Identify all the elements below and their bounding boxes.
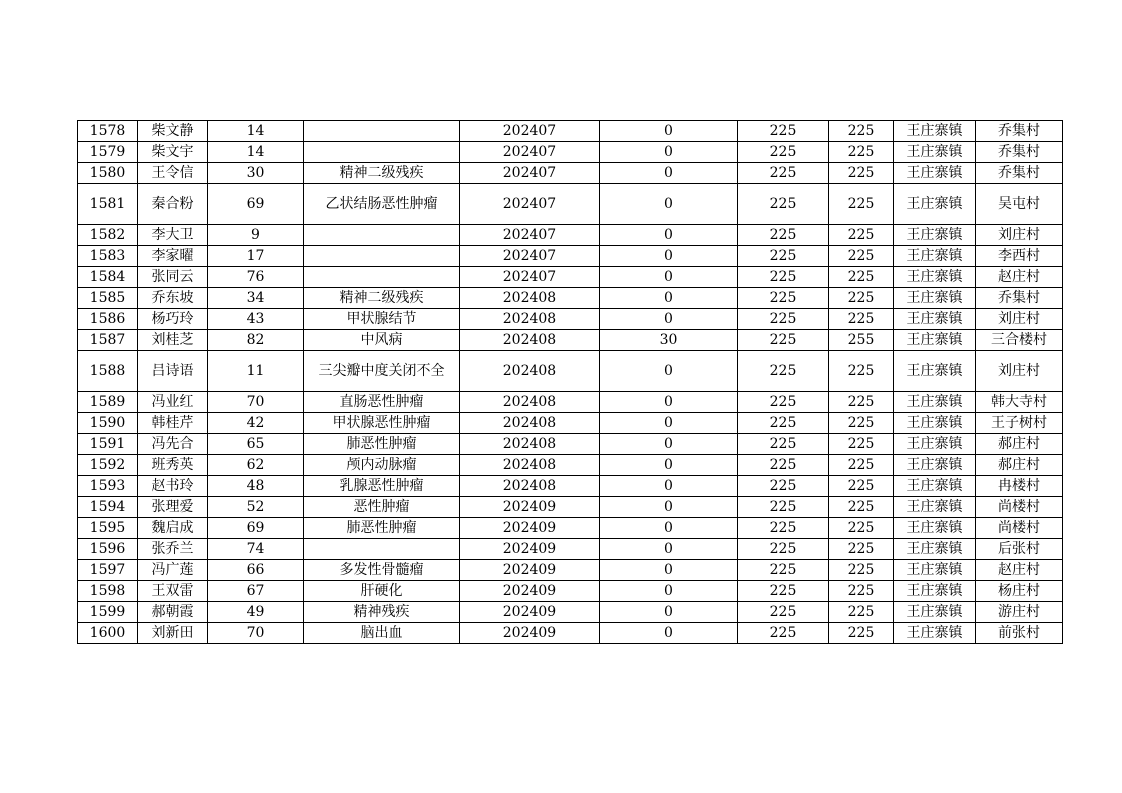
town-cell: 王庄寨镇	[894, 267, 976, 288]
table-row	[78, 163, 1063, 184]
disease-cell	[304, 121, 460, 142]
village-cell: 杨庄村	[976, 581, 1063, 602]
extra-amount-cell: 0	[600, 455, 738, 476]
base-amount-cell: 225	[738, 184, 829, 225]
record-id-cell: 1592	[78, 455, 138, 476]
disease-cell: 乳腺恶性肿瘤	[304, 476, 460, 497]
total-amount-cell: 225	[829, 142, 894, 163]
total-amount-cell: 225	[829, 184, 894, 225]
extra-amount-cell: 30	[600, 330, 738, 351]
age-cell: 52	[208, 497, 304, 518]
age-cell: 42	[208, 413, 304, 434]
total-amount-cell: 225	[829, 560, 894, 581]
table-row	[78, 560, 1063, 581]
age-cell: 48	[208, 476, 304, 497]
extra-amount-cell: 0	[600, 434, 738, 455]
record-id-cell: 1587	[78, 330, 138, 351]
month-cell: 202409	[460, 623, 600, 644]
disease-cell: 精神二级残疾	[304, 163, 460, 184]
age-cell: 43	[208, 309, 304, 330]
name-cell: 魏启成	[138, 518, 208, 539]
disease-cell: 恶性肿瘤	[304, 497, 460, 518]
base-amount-cell: 225	[738, 392, 829, 413]
table-row	[78, 539, 1063, 560]
age-cell: 67	[208, 581, 304, 602]
extra-amount-cell: 0	[600, 539, 738, 560]
base-amount-cell: 225	[738, 623, 829, 644]
total-amount-cell: 225	[829, 476, 894, 497]
name-cell: 班秀英	[138, 455, 208, 476]
base-amount-cell: 225	[738, 413, 829, 434]
village-cell: 乔集村	[976, 142, 1063, 163]
disease-cell: 肺恶性肿瘤	[304, 518, 460, 539]
record-id-cell: 1597	[78, 560, 138, 581]
extra-amount-cell: 0	[600, 497, 738, 518]
village-cell: 尚楼村	[976, 518, 1063, 539]
village-cell: 刘庄村	[976, 309, 1063, 330]
age-cell: 62	[208, 455, 304, 476]
extra-amount-cell: 0	[600, 623, 738, 644]
town-cell: 王庄寨镇	[894, 288, 976, 309]
record-id-cell: 1600	[78, 623, 138, 644]
age-cell: 69	[208, 518, 304, 539]
table-row	[78, 184, 1063, 225]
records-table	[77, 120, 1063, 644]
table-row	[78, 413, 1063, 434]
total-amount-cell: 225	[829, 581, 894, 602]
name-cell: 柴文宇	[138, 142, 208, 163]
table-row	[78, 476, 1063, 497]
village-cell: 尚楼村	[976, 497, 1063, 518]
record-id-cell: 1578	[78, 121, 138, 142]
disease-cell: 中风病	[304, 330, 460, 351]
base-amount-cell: 225	[738, 225, 829, 246]
table-row	[78, 309, 1063, 330]
record-id-cell: 1593	[78, 476, 138, 497]
record-id-cell: 1584	[78, 267, 138, 288]
extra-amount-cell: 0	[600, 163, 738, 184]
month-cell: 202408	[460, 476, 600, 497]
total-amount-cell: 225	[829, 225, 894, 246]
extra-amount-cell: 0	[600, 184, 738, 225]
age-cell: 34	[208, 288, 304, 309]
total-amount-cell: 225	[829, 121, 894, 142]
town-cell: 王庄寨镇	[894, 518, 976, 539]
age-cell: 76	[208, 267, 304, 288]
month-cell: 202409	[460, 539, 600, 560]
village-cell: 郝庄村	[976, 434, 1063, 455]
total-amount-cell: 225	[829, 413, 894, 434]
month-cell: 202408	[460, 434, 600, 455]
extra-amount-cell: 0	[600, 288, 738, 309]
town-cell: 王庄寨镇	[894, 309, 976, 330]
town-cell: 王庄寨镇	[894, 225, 976, 246]
extra-amount-cell: 0	[600, 225, 738, 246]
name-cell: 赵书玲	[138, 476, 208, 497]
total-amount-cell: 225	[829, 267, 894, 288]
month-cell: 202407	[460, 121, 600, 142]
table-row	[78, 392, 1063, 413]
total-amount-cell: 225	[829, 455, 894, 476]
name-cell: 李大卫	[138, 225, 208, 246]
name-cell: 韩桂芹	[138, 413, 208, 434]
age-cell: 49	[208, 602, 304, 623]
village-cell: 冉楼村	[976, 476, 1063, 497]
base-amount-cell: 225	[738, 163, 829, 184]
record-id-cell: 1591	[78, 434, 138, 455]
total-amount-cell: 225	[829, 539, 894, 560]
disease-cell: 三尖瓣中度关闭不全	[304, 351, 460, 392]
record-id-cell: 1585	[78, 288, 138, 309]
record-id-cell: 1581	[78, 184, 138, 225]
disease-cell: 乙状结肠恶性肿瘤	[304, 184, 460, 225]
total-amount-cell: 225	[829, 602, 894, 623]
village-cell: 后张村	[976, 539, 1063, 560]
village-cell: 刘庄村	[976, 225, 1063, 246]
base-amount-cell: 225	[738, 434, 829, 455]
record-id-cell: 1595	[78, 518, 138, 539]
name-cell: 张乔兰	[138, 539, 208, 560]
name-cell: 郝朝霞	[138, 602, 208, 623]
town-cell: 王庄寨镇	[894, 455, 976, 476]
base-amount-cell: 225	[738, 330, 829, 351]
extra-amount-cell: 0	[600, 560, 738, 581]
village-cell: 李西村	[976, 246, 1063, 267]
age-cell: 65	[208, 434, 304, 455]
month-cell: 202408	[460, 351, 600, 392]
month-cell: 202407	[460, 142, 600, 163]
table-row	[78, 455, 1063, 476]
total-amount-cell: 225	[829, 246, 894, 267]
age-cell: 17	[208, 246, 304, 267]
name-cell: 吕诗语	[138, 351, 208, 392]
base-amount-cell: 225	[738, 539, 829, 560]
name-cell: 乔东坡	[138, 288, 208, 309]
base-amount-cell: 225	[738, 288, 829, 309]
age-cell: 11	[208, 351, 304, 392]
extra-amount-cell: 0	[600, 142, 738, 163]
town-cell: 王庄寨镇	[894, 142, 976, 163]
table-row	[78, 330, 1063, 351]
village-cell: 乔集村	[976, 163, 1063, 184]
base-amount-cell: 225	[738, 497, 829, 518]
table-row	[78, 246, 1063, 267]
village-cell: 韩大寺村	[976, 392, 1063, 413]
age-cell: 14	[208, 142, 304, 163]
table-row	[78, 142, 1063, 163]
base-amount-cell: 225	[738, 246, 829, 267]
month-cell: 202409	[460, 560, 600, 581]
total-amount-cell: 225	[829, 163, 894, 184]
extra-amount-cell: 0	[600, 602, 738, 623]
month-cell: 202407	[460, 184, 600, 225]
age-cell: 69	[208, 184, 304, 225]
name-cell: 冯广莲	[138, 560, 208, 581]
month-cell: 202409	[460, 581, 600, 602]
record-id-cell: 1580	[78, 163, 138, 184]
extra-amount-cell: 0	[600, 392, 738, 413]
disease-cell: 甲状腺恶性肿瘤	[304, 413, 460, 434]
base-amount-cell: 225	[738, 602, 829, 623]
month-cell: 202407	[460, 246, 600, 267]
village-cell: 王子树村	[976, 413, 1063, 434]
month-cell: 202409	[460, 497, 600, 518]
total-amount-cell: 225	[829, 288, 894, 309]
base-amount-cell: 225	[738, 455, 829, 476]
base-amount-cell: 225	[738, 121, 829, 142]
base-amount-cell: 225	[738, 142, 829, 163]
month-cell: 202408	[460, 288, 600, 309]
age-cell: 82	[208, 330, 304, 351]
disease-cell: 直肠恶性肿瘤	[304, 392, 460, 413]
disease-cell: 精神残疾	[304, 602, 460, 623]
town-cell: 王庄寨镇	[894, 581, 976, 602]
total-amount-cell: 225	[829, 623, 894, 644]
base-amount-cell: 225	[738, 476, 829, 497]
month-cell: 202408	[460, 455, 600, 476]
village-cell: 乔集村	[976, 288, 1063, 309]
disease-cell: 甲状腺结节	[304, 309, 460, 330]
age-cell: 70	[208, 392, 304, 413]
age-cell: 66	[208, 560, 304, 581]
base-amount-cell: 225	[738, 560, 829, 581]
month-cell: 202408	[460, 413, 600, 434]
name-cell: 柴文静	[138, 121, 208, 142]
name-cell: 刘桂芝	[138, 330, 208, 351]
name-cell: 秦合粉	[138, 184, 208, 225]
total-amount-cell: 225	[829, 309, 894, 330]
town-cell: 王庄寨镇	[894, 163, 976, 184]
record-id-cell: 1582	[78, 225, 138, 246]
record-id-cell: 1586	[78, 309, 138, 330]
disease-cell: 脑出血	[304, 623, 460, 644]
village-cell: 赵庄村	[976, 267, 1063, 288]
record-id-cell: 1588	[78, 351, 138, 392]
extra-amount-cell: 0	[600, 413, 738, 434]
name-cell: 冯业红	[138, 392, 208, 413]
record-id-cell: 1583	[78, 246, 138, 267]
disease-cell: 颅内动脉瘤	[304, 455, 460, 476]
name-cell: 刘新田	[138, 623, 208, 644]
table-row	[78, 602, 1063, 623]
base-amount-cell: 225	[738, 518, 829, 539]
total-amount-cell: 225	[829, 351, 894, 392]
village-cell: 游庄村	[976, 602, 1063, 623]
town-cell: 王庄寨镇	[894, 121, 976, 142]
base-amount-cell: 225	[738, 351, 829, 392]
town-cell: 王庄寨镇	[894, 602, 976, 623]
base-amount-cell: 225	[738, 267, 829, 288]
town-cell: 王庄寨镇	[894, 392, 976, 413]
town-cell: 王庄寨镇	[894, 560, 976, 581]
total-amount-cell: 225	[829, 518, 894, 539]
month-cell: 202407	[460, 163, 600, 184]
name-cell: 杨巧玲	[138, 309, 208, 330]
table-row	[78, 581, 1063, 602]
base-amount-cell: 225	[738, 581, 829, 602]
extra-amount-cell: 0	[600, 309, 738, 330]
town-cell: 王庄寨镇	[894, 413, 976, 434]
records-body	[78, 121, 1063, 644]
village-cell: 郝庄村	[976, 455, 1063, 476]
village-cell: 赵庄村	[976, 560, 1063, 581]
total-amount-cell: 225	[829, 434, 894, 455]
month-cell: 202408	[460, 392, 600, 413]
record-id-cell: 1579	[78, 142, 138, 163]
extra-amount-cell: 0	[600, 246, 738, 267]
town-cell: 王庄寨镇	[894, 497, 976, 518]
name-cell: 冯先合	[138, 434, 208, 455]
month-cell: 202408	[460, 330, 600, 351]
extra-amount-cell: 0	[600, 581, 738, 602]
table-row	[78, 225, 1063, 246]
extra-amount-cell: 0	[600, 121, 738, 142]
total-amount-cell: 225	[829, 392, 894, 413]
village-cell: 乔集村	[976, 121, 1063, 142]
record-id-cell: 1596	[78, 539, 138, 560]
age-cell: 30	[208, 163, 304, 184]
town-cell: 王庄寨镇	[894, 246, 976, 267]
record-id-cell: 1594	[78, 497, 138, 518]
base-amount-cell: 225	[738, 309, 829, 330]
table-row	[78, 288, 1063, 309]
age-cell: 14	[208, 121, 304, 142]
table-row	[78, 434, 1063, 455]
total-amount-cell: 225	[829, 497, 894, 518]
extra-amount-cell: 0	[600, 518, 738, 539]
age-cell: 74	[208, 539, 304, 560]
disease-cell: 肺恶性肿瘤	[304, 434, 460, 455]
table-row	[78, 351, 1063, 392]
age-cell: 70	[208, 623, 304, 644]
name-cell: 张同云	[138, 267, 208, 288]
village-cell: 吴屯村	[976, 184, 1063, 225]
record-id-cell: 1590	[78, 413, 138, 434]
disease-cell	[304, 225, 460, 246]
disease-cell	[304, 246, 460, 267]
town-cell: 王庄寨镇	[894, 539, 976, 560]
disease-cell: 肝硬化	[304, 581, 460, 602]
disease-cell	[304, 142, 460, 163]
disease-cell: 多发性骨髓瘤	[304, 560, 460, 581]
disease-cell	[304, 267, 460, 288]
month-cell: 202407	[460, 225, 600, 246]
town-cell: 王庄寨镇	[894, 623, 976, 644]
village-cell: 前张村	[976, 623, 1063, 644]
name-cell: 王令信	[138, 163, 208, 184]
extra-amount-cell: 0	[600, 476, 738, 497]
town-cell: 王庄寨镇	[894, 184, 976, 225]
name-cell: 张理爱	[138, 497, 208, 518]
disease-cell	[304, 539, 460, 560]
name-cell: 李家曜	[138, 246, 208, 267]
town-cell: 王庄寨镇	[894, 330, 976, 351]
month-cell: 202409	[460, 518, 600, 539]
town-cell: 王庄寨镇	[894, 351, 976, 392]
village-cell: 三合楼村	[976, 330, 1063, 351]
table-row	[78, 518, 1063, 539]
month-cell: 202409	[460, 602, 600, 623]
village-cell: 刘庄村	[976, 351, 1063, 392]
age-cell: 9	[208, 225, 304, 246]
month-cell: 202407	[460, 267, 600, 288]
disease-cell: 精神二级残疾	[304, 288, 460, 309]
total-amount-cell: 255	[829, 330, 894, 351]
extra-amount-cell: 0	[600, 267, 738, 288]
town-cell: 王庄寨镇	[894, 476, 976, 497]
table-row	[78, 623, 1063, 644]
extra-amount-cell: 0	[600, 351, 738, 392]
name-cell: 王双雷	[138, 581, 208, 602]
table-row	[78, 121, 1063, 142]
month-cell: 202408	[460, 309, 600, 330]
record-id-cell: 1598	[78, 581, 138, 602]
town-cell: 王庄寨镇	[894, 434, 976, 455]
table-row	[78, 497, 1063, 518]
record-id-cell: 1589	[78, 392, 138, 413]
table-row	[78, 267, 1063, 288]
record-id-cell: 1599	[78, 602, 138, 623]
